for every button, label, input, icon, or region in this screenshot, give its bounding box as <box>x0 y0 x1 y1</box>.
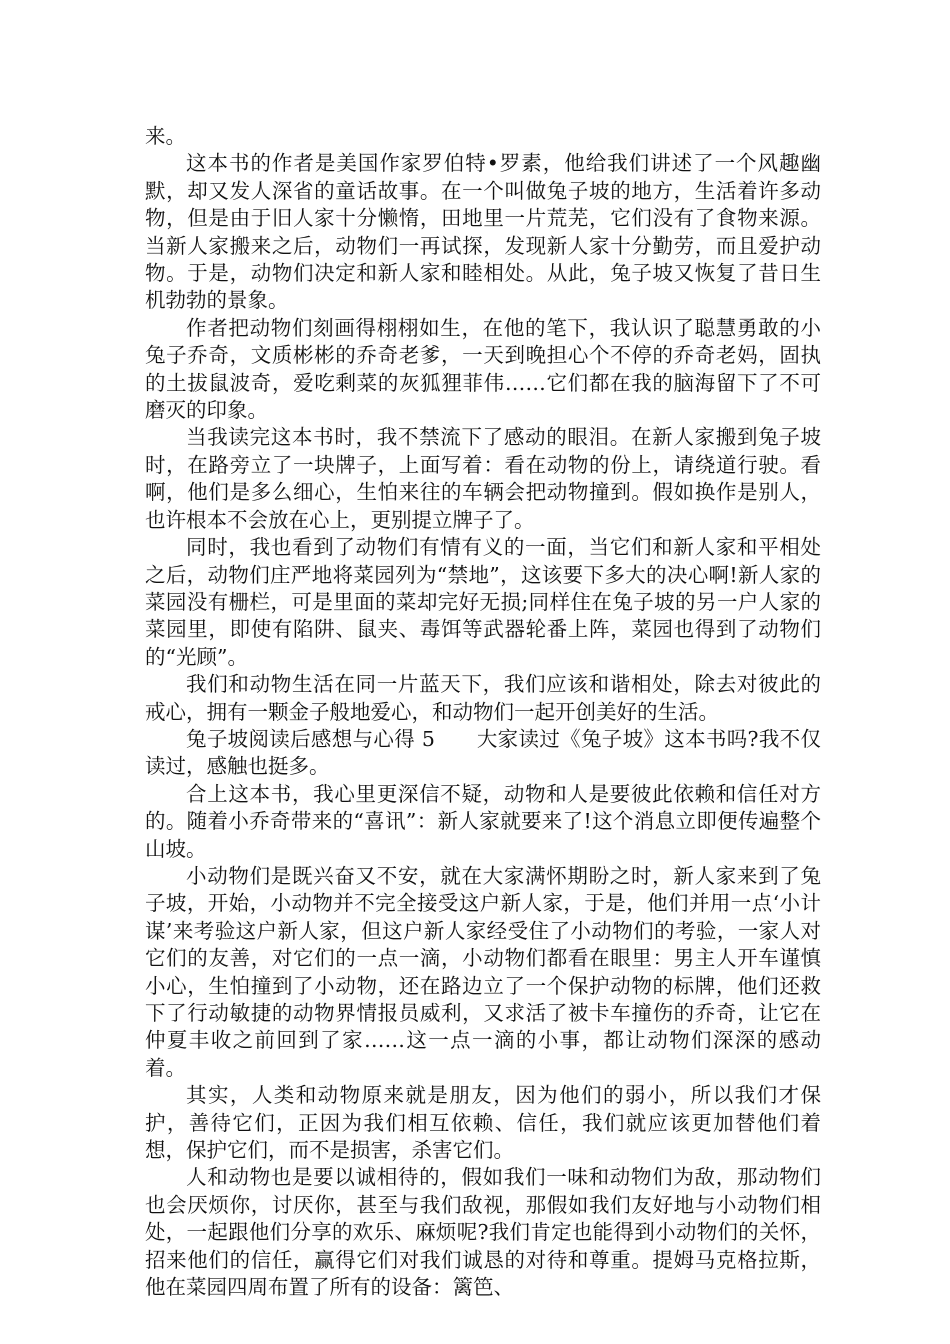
paragraph: 作者把动物们刻画得栩栩如生，在他的笔下，我认识了聪慧勇敢的小兔子乔奇，文质彬彬的乔奇老爹，一天到晚担心个不停的乔奇老妈，固执的土拔鼠波奇，爱吃剩菜的灰狐狸菲伟……它们都在我的脑海留下了不可磨灭的印象。 <box>145 315 821 423</box>
paragraph: 我们和动物生活在同一片蓝天下，我们应该和谐相处，除去对彼此的戒心，拥有一颗金子般地爱心，和动物们一起开创美好的生活。 <box>145 672 821 724</box>
paragraph: 人和动物也是要以诚相待的，假如我们一味和动物们为敌，那动物们也会厌烦你，讨厌你，甚至与我们敌视，那假如我们友好地与小动物们相处，一起跟他们分享的欢乐、麻烦呢?我们肯定也能得到小动物们的关怀，招来他们的信任，赢得它们对我们诚恳的对待和尊重。提姆马克格拉斯，他在菜园四周布置了所有的设备：篱笆、 <box>145 1165 821 1300</box>
paragraph: 小动物们是既兴奋又不安，就在大家满怀期盼之时，新人家来到了兔子坡，开始，小动物并不完全接受这户新人家，于是，他们并用一点‘小计谋’来考验这户新人家，但这户新人家经受住了小动物们的考验，一家人对它们的友善，对它们的一点一滴，小动物们都看在眼里：男主人开车谨慎小心，生怕撞到了小动物，还在路边立了一个保护动物的标牌，他们还救下了行动敏捷的动物界情报员威利，又求活了被卡车撞伤的乔奇，让它在仲夏丰收之前回到了家……这一点一滴的小事，都让动物们深深的感动着。 <box>145 863 821 1080</box>
document-page <box>145 123 821 1301</box>
paragraph: 当我读完这本书时，我不禁流下了感动的眼泪。在新人家搬到兔子坡时，在路旁立了一块牌子，上面写着：看在动物的份上，请绕道行驶。看啊，他们是多么细心，生怕来往的车辆会把动物撞到。假如换作是别人，也许根本不会放在心上，更别提立牌子了。 <box>145 425 821 532</box>
paragraph: 这本书的作者是美国作家罗伯特•罗素，他给我们讲述了一个风趣幽默，却又发人深省的童话故事。在一个叫做兔子坡的地方，生活着许多动物，但是由于旧人家十分懒惰，田地里一片荒芜，它们没有了食物来源。当新人家搬来之后，动物们一再试探，发现新人家十分勤劳，而且爱护动物。于是，动物们决定和新人家和睦相处。从此，兔子坡又恢复了昔日生机勃勃的景象。 <box>145 151 821 313</box>
paragraph: 同时，我也看到了动物们有情有义的一面，当它们和新人家和平相处之后，动物们庄严地将菜园列为“禁地”，这该要下多大的决心啊!新人家的菜园没有栅栏，可是里面的菜却完好无损;同样住在兔子坡的另一户人家的菜园里，即使有陷阱、鼠夹、毒饵等武器轮番上阵，菜园也得到了动物们的“光顾”。 <box>145 535 821 669</box>
paragraph: 合上这本书，我心里更深信不疑，动物和人是要彼此依赖和信任对方的。随着小乔奇带来的“喜讯”：新人家就要来了!这个消息立即便传遍整个山坡。 <box>145 781 821 861</box>
paragraph: 其实，人类和动物原来就是朋友，因为他们的弱小，所以我们才保护，善待它们，正因为我们相互依赖、信任，我们就应该更加替他们着想，保护它们，而不是损害，杀害它们。 <box>145 1083 821 1163</box>
section-heading-paragraph: 兔子坡阅读后感想与心得 5 大家读过《兔子坡》这本书吗?我不仅读过，感触也挺多。 <box>145 726 821 779</box>
paragraph-continuation: 来。 <box>145 124 186 148</box>
